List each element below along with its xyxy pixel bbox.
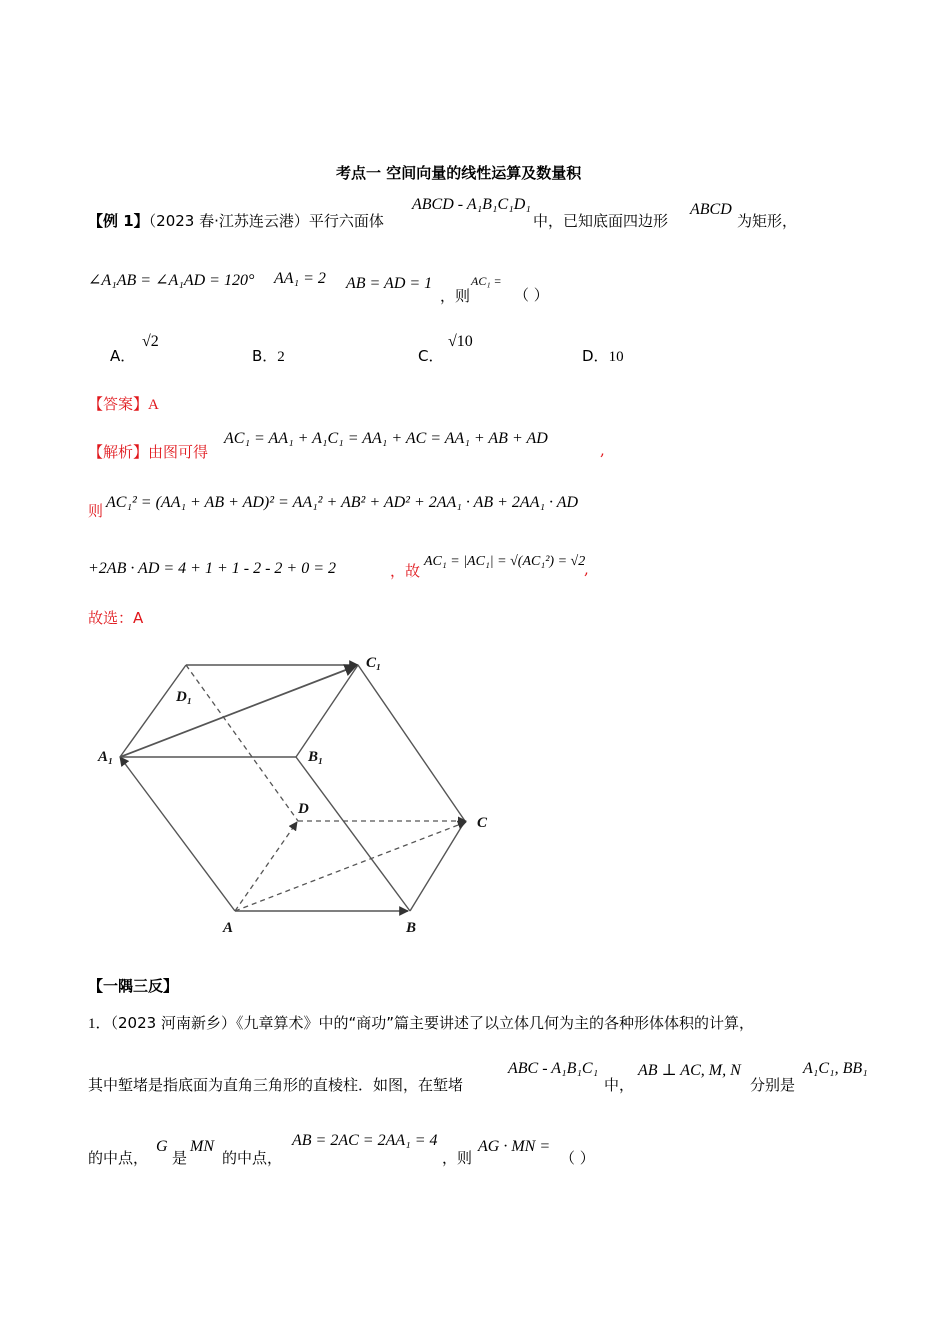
label-c1: C₁: [366, 655, 382, 671]
label-b1: B₁: [308, 749, 324, 765]
practice-q1-is: 是: [172, 1149, 188, 1167]
option-b: B．2: [252, 347, 285, 365]
answer-paren: （ ）: [514, 286, 549, 304]
analysis-line-1: AC₁ = AA₁ + A₁C₁ = AA₁ + AC = AA₁ + AB + AD: [224, 430, 548, 447]
example-text-end: 为矩形，: [737, 212, 798, 230]
edge-b1-b: [296, 757, 410, 911]
label-c: C: [477, 815, 488, 831]
condition-aa1: AA₁ = 2: [274, 270, 326, 287]
edge-b-c: [410, 821, 465, 911]
answer-line: 【答案】A: [88, 395, 159, 413]
edge-c1-c: [358, 665, 465, 821]
label-d1: D₁: [176, 689, 193, 705]
label-a: A: [223, 920, 234, 936]
comma-1: ,: [600, 441, 605, 459]
option-a-value: √2: [142, 333, 159, 350]
analysis-then: 则: [88, 502, 104, 520]
condition-angle: ∠A₁AB = ∠A₁AD = 120°: [88, 272, 255, 289]
comma-2: ,: [584, 560, 589, 578]
diagonal-a-c: [235, 822, 466, 911]
practice-q1-condition: AB ⊥ AC, M, N: [638, 1062, 741, 1079]
practice-q1-line-2b: 中，: [604, 1076, 635, 1094]
edge-a-a1: [120, 757, 235, 911]
section-title: 考点一 空间向量的线性运算及数量积: [336, 164, 582, 182]
analysis-tag: 【解析】由图可得: [88, 443, 209, 461]
edge-a-d: [235, 822, 297, 911]
practice-q1-paren: （ ）: [560, 1149, 595, 1167]
practice-q1-mn: MN: [190, 1138, 214, 1155]
analysis-line-3b: AC₁ = |AC₁| = √(AC₁²) = √2: [424, 554, 586, 569]
analysis-choose: 故选：A: [88, 609, 144, 627]
option-c-value: √10: [448, 333, 473, 350]
solid-name: ABCD - A₁B₁C₁D₁: [412, 196, 531, 213]
option-c: C．: [418, 347, 444, 365]
label-b: B: [406, 920, 417, 936]
option-a: A．: [110, 347, 136, 365]
parallelepiped-figure: [90, 645, 510, 945]
example-tag: 【例 1】（2023 春·江苏连云港）平行六面体: [88, 212, 384, 230]
practice-q1-g: G: [156, 1138, 168, 1155]
edge-d1-a1: [120, 665, 186, 757]
diagonal-a1-c1: [120, 666, 356, 757]
practice-q1-line-2c: 分别是: [750, 1076, 796, 1094]
condition-ab-ad: AB = AD = 1: [346, 275, 433, 292]
analysis-line-3: +2AB · AD = 4 + 1 + 1 - 2 - 2 + 0 = 2: [88, 560, 337, 577]
practice-q1-line-3a: 的中点，: [88, 1149, 149, 1167]
prism-name: ABC - A₁B₁C₁: [508, 1060, 599, 1077]
practice-q1-lengths: AB = 2AC = 2AA₁ = 4: [292, 1132, 438, 1149]
edge-d1-d: [186, 665, 298, 821]
base-name: ABCD: [690, 201, 732, 218]
analysis-line-2: AC₁² = (AA₁ + AB + AD)² = AA₁² + AB² + AD² + 2AA₁ · AB + 2AA₁ · AD: [106, 494, 579, 511]
practice-q1-line-2a: 其中堑堵是指底面为直角三角形的直棱柱．如图，在堑堵: [88, 1076, 464, 1094]
ask-expression: AC₁ =: [471, 274, 502, 288]
practice-q1-line-3b: 的中点，: [222, 1149, 283, 1167]
edge-b1-c1: [296, 665, 358, 757]
example-text-mid: 中，已知底面四边形: [533, 212, 669, 230]
label-a1: A₁: [98, 749, 114, 765]
practice-q1-edges: A₁C₁, BB₁: [803, 1060, 868, 1077]
option-d: D．10: [582, 347, 624, 365]
label-d: D: [298, 801, 309, 817]
practice-q1-expression: AG · MN =: [478, 1138, 551, 1155]
analysis-so: ，故: [390, 562, 421, 580]
practice-q1-then: ，则: [442, 1149, 473, 1167]
practice-q1-line-1: 1．（2023 河南新乡）《九章算术》中的“商功”篇主要讲述了以立体几何为主的各种形体体积的计算，: [88, 1014, 755, 1032]
ask-text: ，则: [440, 287, 471, 305]
practice-tag: 【一隅三反】: [88, 977, 179, 995]
